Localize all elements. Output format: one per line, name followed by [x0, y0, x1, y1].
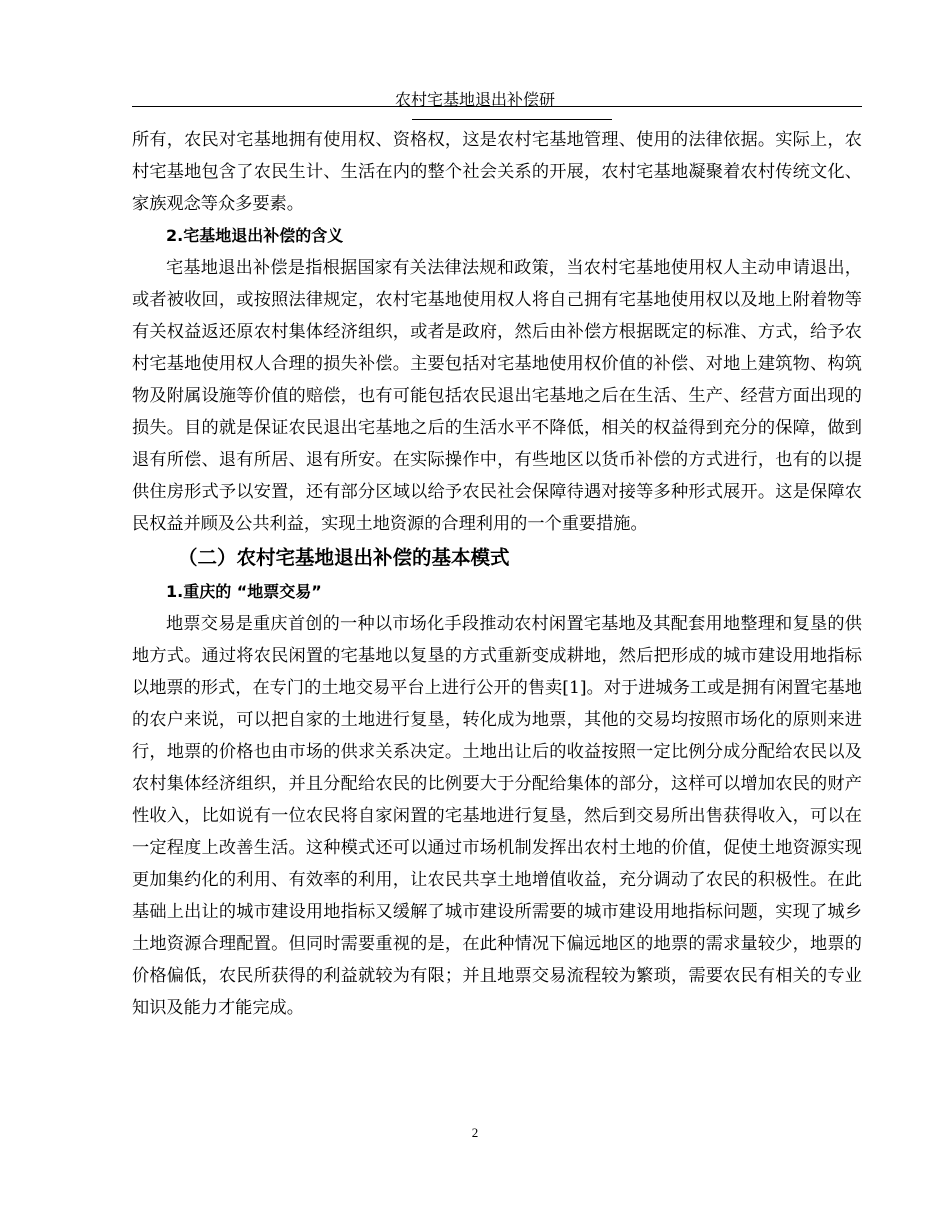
header-title-underline — [412, 119, 612, 120]
page-body — [132, 124, 862, 1024]
section-heading-basic-modes: （二）农村宅基地退出补偿的基本模式 — [178, 546, 510, 569]
page-number: 2 — [471, 1125, 479, 1140]
subheading-compensation-meaning: 2.宅基地退出补偿的含义 — [166, 226, 344, 245]
header-rule — [132, 106, 862, 107]
paragraph-compensation-definition: 宅基地退出补偿是指根据国家有关法律法规和政策，当农村宅基地使用权人主动申请退出，或者被收回，或按照法律规定，农村宅基地使用权人将自己拥有宅基地使用权以及地上附着物等有关权益返还原农村集体经济组织，或者是政府，然后由补偿方根据既定的标准、方式，给予农村宅基地使用权人合理的损失补偿。主要包括对宅基地使用权价值的补偿、对地上建筑物、构筑物及附属设施等价值的赔偿，也有可能包括农民退出宅基地之后在生活、生产、经营方面出现的损失。目的就是保证农民退出宅基地之后的生活水平不降低，相关的权益得到充分的保障，做到退有所偿、退有所居、退有所安。在实际操作中，有些地区以货币补偿的方式进行，也有的以提供住房形式予以安置，还有部分区域以给予农民社会保障待遇对接等多种形式展开。这是保障农民权益并顾及公共利益，实现土地资源的合理利用的一个重要措施。 — [132, 258, 862, 534]
subheading-chongqing-land-ticket: 1.重庆的 “地票交易” — [166, 582, 322, 601]
paragraph-homestead-rights: 所有，农民对宅基地拥有使用权、资格权，这是农村宅基地管理、使用的法律依据。实际上，农村宅基地包含了农民生计、生活在内的整个社会关系的开展，农村宅基地凝聚着农村传统文化、家族观念等众多要素。 — [132, 130, 862, 214]
paragraph-land-ticket-trading: 地票交易是重庆首创的一种以市场化手段推动农村闲置宅基地及其配套用地整理和复垦的供地方式。通过将农民闲置的宅基地以复垦的方式重新变成耕地，然后把形成的城市建设用地指标以地票的形式，在专门的土地交易平台上进行公开的售卖[1]。对于进城务工或是拥有闲置宅基地的农户来说，可以把自家的土地进行复垦，转化成为地票，其他的交易均按照市场化的原则来进行，地票的价格也由市场的供求关系决定。土地出让后的收益按照一定比例分成分配给农民以及农村集体经济组织，并且分配给农民的比例要大于分配给集体的部分，这样可以增加农民的财产性收入，比如说有一位农民将自家闲置的宅基地进行复垦，然后到交易所出售获得收入，可以在一定程度上改善生活。这种模式还可以通过市场机制发挥出农村土地的价值，促使土地资源实现更加集约化的利用、有效率的利用，让农民共享土地增值收益，充分调动了农民的积极性。在此基础上出让的城市建设用地指标又缓解了城市建设所需要的城市建设用地指标问题，实现了城乡土地资源合理配置。但同时需要重视的是，在此种情况下偏远地区的地票的需求量较少，地票的价格偏低，农民所获得的利益就较为有限；并且地票交易流程较为繁琐，需要农民有相关的专业知识及能力才能完成。 — [132, 614, 862, 1018]
running-header-title: 农村宅基地退出补偿研 — [394, 90, 555, 109]
